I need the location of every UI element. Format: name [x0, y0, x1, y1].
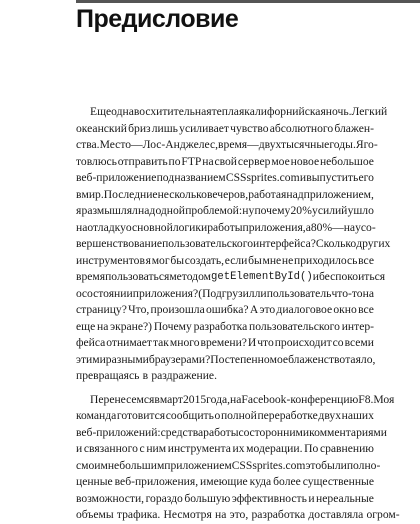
word: Почему: [153, 319, 192, 333]
word: интерфейса?: [253, 237, 316, 250]
word: этими: [76, 352, 106, 366]
word: и: [76, 442, 83, 455]
word: года,: [206, 392, 231, 406]
word: отладку: [87, 220, 126, 234]
word: отнимает: [106, 336, 152, 349]
word: март: [159, 392, 183, 406]
word: так: [152, 336, 169, 349]
text-line: [76, 220, 374, 237]
word: сравнению: [319, 442, 374, 455]
word: на: [343, 220, 356, 234]
word: время: [218, 138, 248, 151]
word: это,: [229, 508, 249, 521]
text-line: [76, 474, 374, 491]
word: Перенесемся: [90, 392, 155, 406]
word: Последние: [103, 187, 158, 201]
word: ства.: [76, 138, 100, 151]
word: ушло: [347, 204, 374, 217]
word: теплая: [211, 105, 245, 118]
word: свой: [214, 154, 238, 168]
word: более: [273, 475, 301, 488]
word: размышлял: [81, 204, 138, 217]
word: а: [305, 220, 311, 234]
text-line: [76, 203, 374, 220]
text-line: [76, 507, 400, 524]
text-line: [76, 302, 374, 319]
word: я: [76, 204, 82, 217]
word: полно-: [346, 458, 381, 472]
word: создать,: [184, 253, 225, 267]
word: доставляла: [308, 508, 364, 521]
word: времени?: [200, 336, 247, 349]
word: готовится: [116, 409, 166, 422]
word: А: [249, 303, 259, 316]
word: веб-приложение: [76, 171, 157, 184]
word: превращаясь: [76, 369, 140, 382]
chapter-top-rule: [76, 0, 420, 3]
word: проблемой:: [185, 204, 243, 217]
text-line: [76, 408, 374, 425]
word: мог: [151, 253, 170, 267]
word: По: [304, 442, 319, 455]
word: состоянии: [81, 286, 133, 300]
word: произошла: [150, 303, 205, 316]
text-line: [76, 154, 374, 171]
word: 20: [290, 204, 303, 217]
word: —: [131, 138, 143, 151]
word: сообщить: [165, 409, 214, 422]
word: на: [76, 220, 88, 234]
word: разработка: [251, 508, 306, 521]
text-line: [76, 491, 374, 508]
text-line: [76, 236, 391, 253]
word: не: [281, 253, 294, 267]
word: приходилось: [293, 253, 358, 267]
word: трафика.: [116, 508, 161, 521]
word: комментариями: [309, 425, 387, 439]
word: фейса: [76, 336, 106, 349]
chapter-body: [76, 104, 400, 524]
text-line: [76, 104, 388, 121]
word: абсолютного: [269, 121, 334, 135]
text-line: [76, 335, 374, 352]
text-line: [76, 319, 374, 336]
word: Место: [99, 138, 132, 151]
word: экране?): [110, 319, 153, 333]
word: по: [168, 154, 181, 168]
word: много: [169, 336, 200, 349]
word: И: [247, 336, 257, 349]
word: усилий: [312, 204, 348, 217]
word: огром-: [366, 508, 400, 521]
paragraph: [76, 104, 391, 385]
word: работы: [203, 425, 239, 439]
word: названием: [174, 171, 226, 184]
word: большую: [184, 491, 231, 505]
word: бы: [170, 253, 185, 267]
word: в: [154, 392, 160, 406]
word: это: [259, 303, 276, 316]
text-line: [76, 170, 374, 187]
word: приложения?: [132, 286, 199, 300]
word: все: [358, 303, 374, 316]
word: инструментов: [76, 253, 145, 267]
word: связанного: [83, 442, 138, 455]
word: небольшим: [107, 458, 165, 472]
word: сервер: [237, 154, 271, 168]
text-line: [76, 352, 374, 369]
word: почему: [254, 204, 291, 217]
word: работы: [207, 220, 243, 234]
word: методом: [169, 270, 211, 283]
word: объемы: [76, 508, 114, 521]
word: таяло,: [345, 352, 376, 366]
word: с: [139, 442, 145, 455]
word: со: [238, 425, 250, 439]
word: приложением: [164, 458, 232, 472]
word: страницу?: [76, 303, 127, 316]
word: мне: [262, 253, 282, 267]
word: интер-: [341, 319, 374, 333]
code-inline: getElementById(): [211, 271, 313, 283]
word: —: [332, 220, 344, 234]
word: новое: [290, 154, 320, 168]
text-line: [76, 269, 386, 286]
word: инструмента: [167, 442, 231, 455]
word: я: [145, 253, 151, 267]
word: со: [332, 336, 344, 349]
word: ним: [146, 442, 167, 455]
word: раздражение.: [151, 369, 217, 382]
word: наших: [341, 409, 374, 422]
word: пользовательского: [249, 319, 340, 333]
word: блажен-: [334, 121, 374, 135]
word: Несмотря: [163, 508, 212, 521]
word: команда: [76, 409, 117, 422]
word: одна: [111, 105, 134, 118]
text-line: [76, 368, 374, 385]
word: что: [257, 336, 274, 349]
word: Еще: [90, 105, 112, 118]
word: %: [302, 204, 312, 217]
word: CSSsprites.com: [225, 171, 300, 184]
word: приложения,: [242, 220, 306, 234]
word: Моя: [373, 392, 395, 406]
word: чувство: [230, 121, 269, 135]
word: товлюсь: [76, 154, 117, 168]
word: отправить: [117, 154, 168, 168]
word: восхитительная: [133, 105, 212, 118]
word: несколько: [157, 187, 207, 201]
word: (Подгрузил: [198, 286, 255, 300]
word: двухтысячные: [258, 138, 330, 151]
word: Легкий: [351, 105, 388, 118]
word: усо-: [355, 220, 376, 234]
word: ну: [242, 204, 255, 217]
word: CSSsprites.com: [231, 458, 306, 472]
word: двух: [318, 409, 341, 422]
text-line: [76, 392, 395, 409]
word: годы.: [329, 138, 356, 151]
word: выпустить: [306, 171, 359, 184]
word: происходит: [274, 336, 332, 349]
word: возможности,: [76, 491, 145, 505]
word: %: [322, 220, 333, 234]
word: и: [312, 270, 319, 283]
text-line: [76, 425, 387, 442]
word: приложением,: [303, 187, 374, 201]
word: диалоговое: [276, 303, 333, 316]
word: вечеров,: [206, 187, 249, 201]
word: переработке: [257, 409, 318, 422]
word: их: [232, 442, 245, 455]
word: и: [299, 171, 307, 184]
word: гораздо: [145, 491, 183, 505]
word: о: [76, 286, 82, 300]
word: разными: [105, 352, 149, 366]
word: ли: [254, 286, 267, 300]
word: еще: [76, 319, 96, 333]
word: ошибка?: [205, 303, 249, 316]
word: над: [286, 187, 304, 201]
word: в: [142, 369, 149, 382]
word: веб-приложений:: [76, 425, 161, 439]
word: полной: [220, 409, 257, 422]
word: модерации.: [246, 442, 303, 455]
word: если: [224, 253, 248, 267]
word: были: [321, 458, 347, 472]
word: основной: [125, 220, 173, 234]
word: Сколько: [315, 237, 357, 250]
word: бриз: [128, 121, 151, 135]
word: FTP: [181, 154, 202, 168]
word: 80: [310, 220, 323, 234]
word: все: [358, 253, 374, 267]
word: других: [356, 237, 391, 250]
word: океанский: [76, 121, 127, 135]
word: на: [230, 392, 242, 406]
word: мир.: [81, 187, 104, 201]
word: Я: [355, 138, 364, 151]
word: работая: [248, 187, 287, 201]
word: окно: [333, 303, 357, 316]
text-line: [76, 286, 374, 303]
word: существенные: [302, 475, 374, 488]
word: Facebook-конференцию: [241, 392, 359, 406]
word: разработка: [193, 319, 248, 333]
word: о: [214, 409, 221, 422]
word: пользовательского: [162, 237, 253, 250]
word: всеми: [344, 336, 374, 349]
word: беспокоиться: [318, 270, 386, 283]
word: —: [247, 138, 259, 151]
word: 2015: [182, 392, 207, 406]
word: калифорнийская: [244, 105, 326, 118]
word: с: [76, 458, 82, 472]
word: на: [202, 154, 214, 168]
word: небольшое: [319, 154, 374, 168]
word: моим: [81, 458, 108, 472]
word: на: [362, 286, 374, 300]
word: пользователь: [266, 286, 332, 300]
word: логики: [172, 220, 208, 234]
word: под: [156, 171, 175, 184]
word: на: [215, 508, 227, 521]
word: усиливает: [179, 121, 229, 135]
word: над: [138, 204, 156, 217]
text-line: [76, 441, 374, 458]
word: блаженство: [288, 352, 346, 366]
word: что-то: [331, 286, 363, 300]
word: браузерами?: [148, 352, 211, 366]
word: его: [358, 171, 374, 184]
word: время: [76, 270, 106, 283]
word: ночь.: [325, 105, 352, 118]
word: ценные: [76, 475, 113, 488]
text-line: [76, 458, 381, 475]
word: веб-приложения,: [114, 475, 199, 488]
word: го-: [363, 138, 378, 151]
word: в: [76, 187, 82, 201]
text-line: [76, 121, 374, 138]
word: Лос-Анджелес,: [142, 138, 219, 151]
word: F8.: [358, 392, 374, 406]
text-line: [76, 137, 378, 154]
chapter-title: Предисловие: [76, 5, 239, 33]
word: сторонними: [249, 425, 310, 439]
word: лишь: [151, 121, 178, 135]
word: это: [305, 458, 322, 472]
word: одной: [155, 204, 186, 217]
word: мое: [271, 154, 290, 168]
word: куда: [249, 475, 272, 488]
text-line: [76, 253, 374, 270]
word: мое: [269, 352, 289, 366]
word: пользоваться: [105, 270, 170, 283]
word: Постепенно: [210, 352, 270, 366]
word: нереальные: [316, 491, 374, 505]
word: и: [308, 491, 315, 505]
word: вершенствование: [76, 237, 163, 250]
word: эффективность: [231, 491, 307, 505]
word: Что,: [128, 303, 150, 316]
word: средства: [160, 425, 204, 439]
text-line: [76, 187, 374, 204]
word: на: [97, 319, 109, 333]
word: имеющие: [200, 475, 248, 488]
word: бы: [248, 253, 262, 267]
paragraph: [76, 392, 400, 524]
